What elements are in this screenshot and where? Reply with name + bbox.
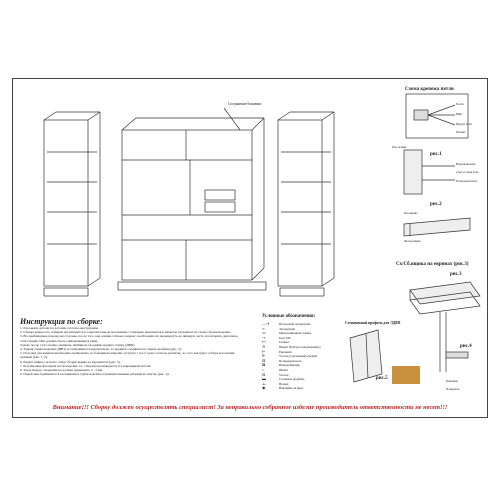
instruction-item: 9. Подвесные прибиваются гвоздиками к тумбе изделия ограничительными ребрами во внутрь (рис. 4). [20,372,170,377]
fig5-title: Стеновочный профиль для ЛДВП [345,321,401,325]
fig1-note: Направляющая [456,162,476,166]
legend-symbol-icon: ⊠ [262,362,266,368]
fig3-title: Сх/Сб.ящика на евринах (рис.3) [396,262,469,267]
legend-label: Межсекционная стяжка [279,331,312,336]
scheme-part: Петля [456,102,464,106]
scheme-title: Схема крепежа петли [405,87,454,92]
fig2-note: Бок ящика [404,211,418,215]
legend-symbol-icon: ▭ [262,330,266,336]
fig4-note: Боковина [446,379,458,383]
legend-symbol-icon: ⊥ [262,380,266,386]
left-narrow-cabinet [44,112,100,296]
fig2-note: Фасад ящика [404,239,421,243]
legend-symbol-icon: ⊷ [262,339,266,345]
fig4-diagram [440,312,468,372]
instructions-title: Инструкция по сборке: [20,317,103,326]
legend-title: Условные обозначения: [262,314,316,319]
warning-text: Внимание!!! Сборку должен осуществлять специалист! За неправильно собранное изделие производитель ответственности не несет!!! [52,404,448,411]
instruction-item: 5. Полочки для ящиков необходимо прикрепить по боковинам изделия отступая 1 см от края согласно разметке, до того как будет собран вся секция целиком (рис. 1, 2). [20,351,235,360]
scheme-part: Шуруп 4х16 [456,122,472,126]
legend-label: Ножки [279,381,289,386]
instructions-list [20,326,238,376]
legend-list [262,322,342,391]
legend-symbol-icon: ∞ [262,325,265,331]
fig5-diagram [350,330,382,382]
legend-label: Стяжка [279,340,290,345]
wood-sample [392,366,420,384]
fig1-note: 2 мм от края бока [456,170,479,174]
legend-label: Болт М6 [279,335,291,340]
fig3-label: рис.3 [450,272,462,277]
legend-symbol-icon: ◉ [262,385,266,391]
callout-top: Соединение боковинс [228,102,262,106]
fig1-note: Бок-задник [392,145,407,149]
legend-label: Полкодержатель [279,358,302,363]
scheme-part: Планка [456,130,466,134]
instruction-item: 4. Задняя стенка изделия (ДВП) устанавливается вертикально, в середине соединяется стыком профиля (рис. 5). [20,347,183,352]
legend-label: Уголок [279,372,289,377]
legend-label: Уголок (усиленный) крепёж [279,354,318,359]
fig3-diagram [410,282,480,314]
legend-symbol-icon: ⊩ [262,353,266,359]
instruction-item: Только после этого можно начинать прибивать гвоздями заднюю стенку (ДВП). [20,342,136,347]
legend-symbol-icon: ⊸ [262,334,266,340]
instruction-item: 6. Каркас ящика согласно схеме сборки ящика на евровинтах (рис. 3). [20,359,121,364]
fig5-label: рис.5 [376,376,388,381]
legend-symbol-icon: ⊙ [262,343,266,349]
instruction-item: 7. Регулировка фасадной части изделия, т.е. створки) производится 4-х шарнирной петлей. [20,363,152,368]
legend-symbol-icon: —⊣ [262,321,270,326]
central-wardrobe [118,108,266,290]
instruction-item: 2. Сборка каркаса по секциям производится в горизонтальном положении с помощью евровинтов и шкантов указанных на схеме сборки изделия. [20,330,231,335]
legend-label: Шкант [279,367,289,372]
legend-label: Проходной эксцентрик [279,322,311,326]
fig2-label: рис.2 [430,202,442,207]
instruction-item: 8. Зазор между створками не должен превышать 2 - 3 мм. [20,368,103,373]
legend-label: Евровинт [279,349,292,354]
instruction-item: 1. Разложите детали по деталям согласно инструкции. [20,326,99,330]
instruction-item: 3. Все выбиваемые переносом стороны, после того, как секция собрана в каркас, необходимо их перевернуть на лицевую часть и повторить диагональ этой секции. Они должны быть одинаковыми (в 2мм). [20,334,238,343]
legend-label: Стеновой профиль [279,377,305,382]
fig1-note: Полкодержатель [456,179,478,183]
fig4-note: Подвертка [446,387,460,391]
right-narrow-cabinet [278,112,334,296]
legend-symbol-icon: ⊡ [262,371,266,377]
legend-symbol-icon: ⊢ [262,348,266,354]
legend-label: Шкант 8х30 (по направлению) [279,344,321,349]
fig4-label: рис.4 [460,344,472,349]
legend-label: Наклейки на винт [279,386,304,391]
legend-symbol-icon: ⊟ [262,357,266,363]
fig1-label: рис.1 [430,152,442,157]
legend-symbol-icon: ▬ [262,376,266,382]
legend-item [262,386,342,391]
fig2-diagram [404,218,470,236]
legend-label: Направляющие [279,363,300,368]
scheme-part: Винт [456,112,463,116]
legend-label: Эксцентрик [279,326,296,331]
legend-symbol-icon: ○ [262,366,265,372]
